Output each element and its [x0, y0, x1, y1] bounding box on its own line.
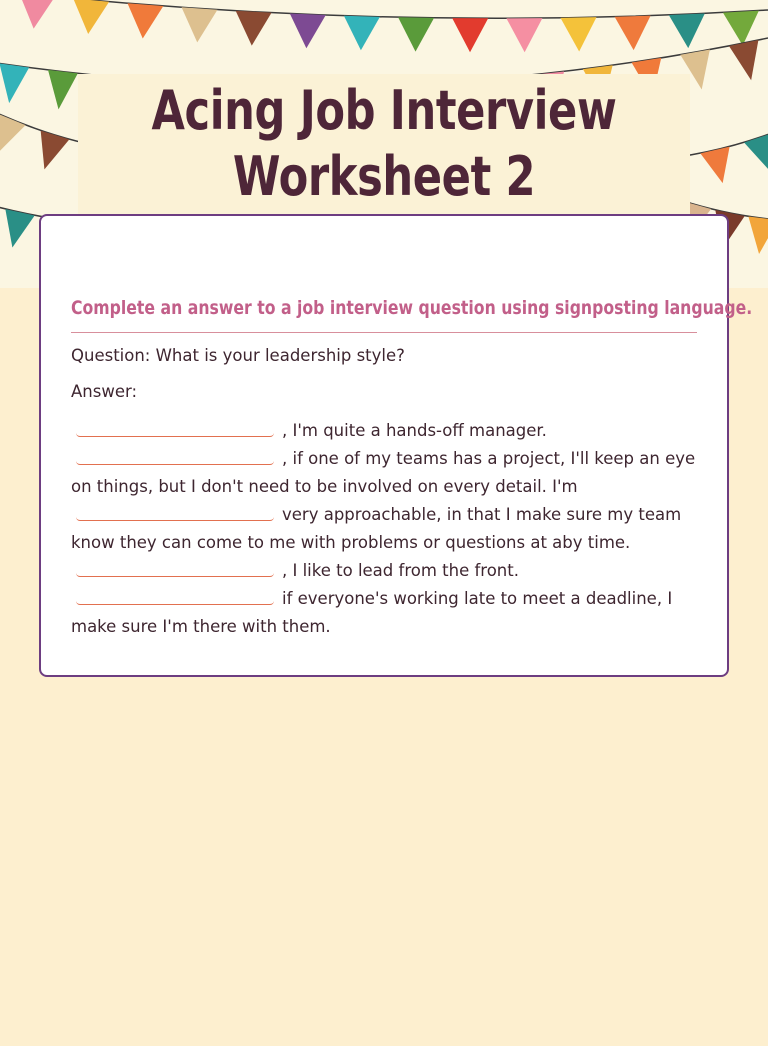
answer-blank-5[interactable] — [76, 587, 274, 605]
bunting-flag — [343, 16, 380, 51]
bunting-flag — [0, 114, 26, 159]
answer-blank-1[interactable] — [76, 419, 274, 437]
bunting-flag — [700, 147, 737, 187]
worksheet-title — [139, 78, 629, 210]
worksheet-panel — [39, 214, 753, 677]
instruction-divider — [71, 332, 697, 333]
answer-segment-5: if everyone's working late to meet a deadline, I make sure I'm there with them. — [71, 589, 673, 636]
answer-segment-3: very approachable, in that I make sure my team know they can come to me with problems or questions at aby time. — [71, 505, 682, 552]
title-line-1: Acing Job Interview — [151, 79, 617, 142]
answer-label: Answer: — [71, 382, 138, 401]
bunting-string — [10, 0, 768, 18]
bunting-flag — [744, 217, 768, 256]
bunting-flag — [452, 18, 488, 52]
instruction-text: Complete an answer to a job interview question using signposting language. — [71, 297, 753, 319]
bunting-flag — [398, 17, 435, 52]
bunting-flag — [669, 13, 706, 48]
bunting-flag — [125, 3, 164, 40]
bunting-flag — [0, 209, 35, 251]
bunting-flag — [234, 11, 272, 47]
answer-blank-2[interactable] — [76, 447, 274, 465]
bunting-flag — [561, 17, 598, 52]
bunting-flag — [16, 0, 55, 30]
title-line-2: Worksheet 2 — [232, 145, 536, 208]
bunting-flag — [729, 40, 766, 83]
bunting-flag — [70, 0, 109, 36]
answer-segment-2: , if one of my teams has a project, I'll keep an eye on things, but I don't need to be involved on every detail. I'm — [71, 449, 696, 496]
answer-blank-3[interactable] — [76, 503, 274, 521]
bunting-flag — [615, 16, 652, 51]
bunting-flag — [0, 63, 29, 105]
bunting-flag — [288, 14, 325, 49]
bunting-flag — [179, 7, 217, 43]
bunting-flag — [744, 133, 768, 175]
answer-paragraph — [71, 417, 701, 641]
answer-blank-4[interactable] — [76, 559, 274, 577]
bunting-flag — [44, 70, 78, 111]
answer-segment-1: , I'm quite a hands-off manager. — [282, 421, 547, 440]
bunting-flag — [506, 18, 542, 52]
answer-segment-4: , I like to lead from the front. — [282, 561, 519, 580]
question-text: Question: What is your leadership style? — [71, 346, 405, 365]
